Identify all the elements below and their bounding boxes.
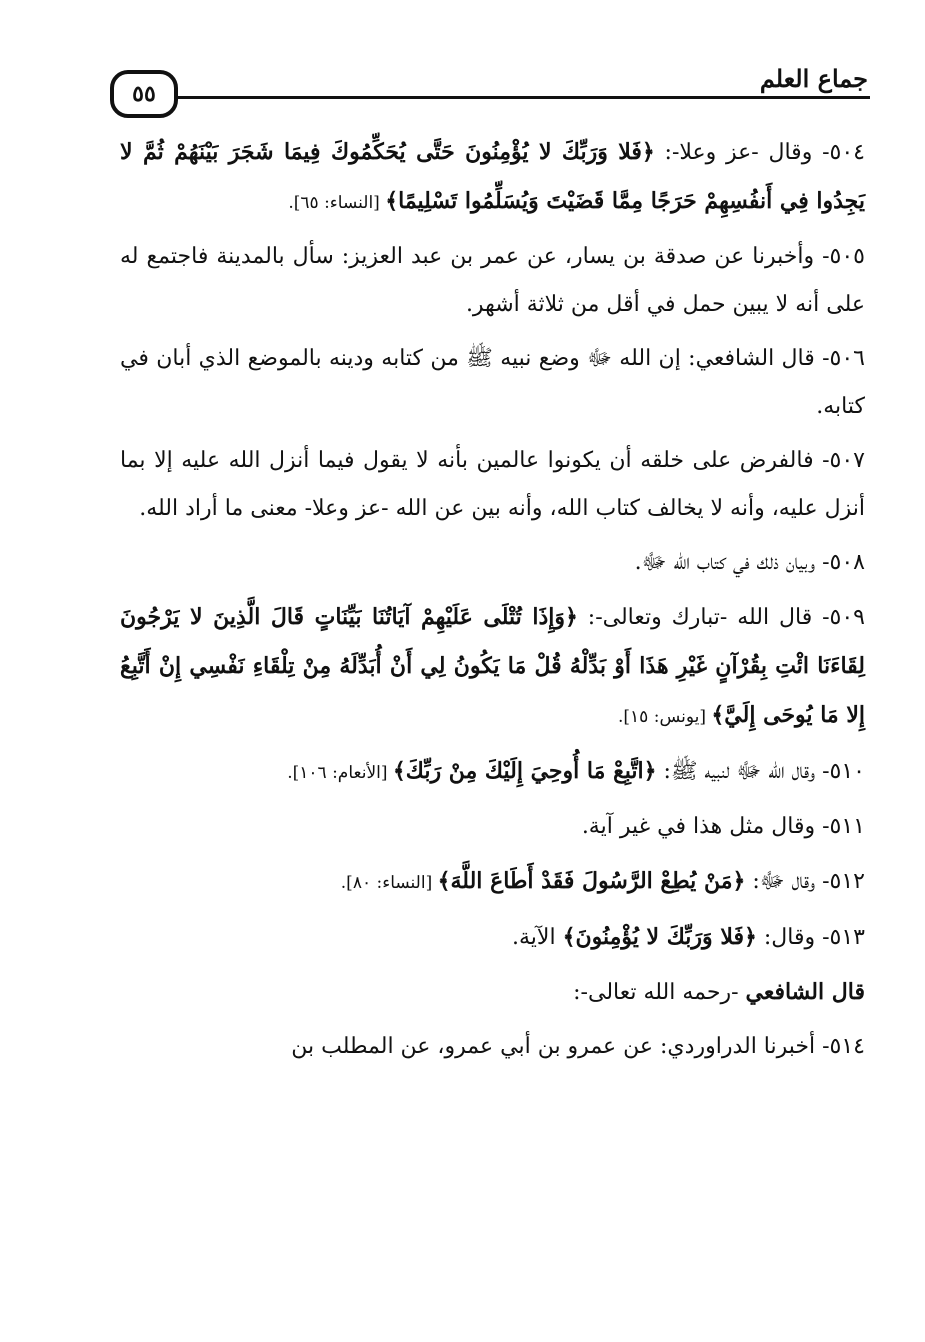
page-body [120, 128, 865, 1077]
page-number [110, 70, 178, 118]
paragraph-504 [120, 128, 865, 227]
paragraph-number: ٥٠٦- [822, 346, 865, 371]
paragraph-510 [120, 747, 865, 797]
paragraph-number: ٥١١- [822, 814, 865, 839]
header-rule [178, 96, 870, 99]
paragraph-number: ٥٠٤- [822, 140, 865, 165]
paragraph-text: وقال مثل هذا في غير آية. [581, 814, 823, 839]
verse-reference: [النساء: ٦٥]. [288, 193, 386, 213]
paragraph-505 [120, 233, 865, 329]
paragraph-507 [120, 437, 865, 533]
paragraph-508 [120, 539, 865, 587]
paragraph-text: فالفرض على خلقه أن يكونوا عالمين بأنه لا يقول فيما أنزل الله عليه إلا بما أنزل عليه، وأنه لا يخالف كتاب الله، وأنه بين عن الله -عز وعلا- معنى ما أراد الله. [120, 448, 865, 521]
paragraph-text: وقال -عز وعلا-: [654, 140, 823, 165]
quran-verse: ﴿فَلا وَرَبِّكَ لا يُؤْمِنُونَ﴾ [562, 924, 757, 950]
quran-verse: ﴿فَلا وَرَبِّكَ لا يُؤْمِنُونَ حَتَّى يُحَكِّمُوكَ فِيمَا شَجَرَ بَيْنَهُمْ ثُمَّ لا يَجِدُوا فِي أَنفُسِهِمْ حَرَجًا مِمَّا قَضَيْتَ وَيُسَلِّمُوا تَسْلِيمًا﴾ [120, 139, 865, 214]
paragraph-text: قال الله -تبارك وتعالى-: [577, 605, 823, 630]
paragraph-text: قال الشافعي: إن الله ﷻ وضع نبيه ﷺ من كتابه ودينه بالموضع الذي أبان في كتابه. [120, 346, 865, 419]
paragraph-512 [120, 857, 865, 907]
paragraph-number: ٥٠٨- [822, 550, 865, 575]
paragraph-506 [120, 335, 865, 431]
verse-reference: [يونس: ١٥]. [618, 707, 712, 727]
paragraph-513 [120, 913, 865, 962]
paragraph-number: ٥١٤- [822, 1034, 865, 1059]
quran-verse: ﴿وَإِذَا تُتْلَى عَلَيْهِمْ آيَاتُنَا بَيِّنَاتٍ قَالَ الَّذِينَ لا يَرْجُونَ لِقَاءَنَا ائْتِ بِقُرْآنٍ غَيْرِ هَذَا أَوْ بَدِّلْهُ قُلْ مَا يَكُونُ لِي أَنْ أُبَدِّلَهُ مِنْ تِلْقَاءِ نَفْسِي إِنْ أَتَّبِعُ إِلا مَا يُوحَى إِلَيَّ﴾ [120, 604, 865, 728]
paragraph-text: أخبرنا الدراوردي: عن عمرو بن أبي عمرو، عن المطلب بن [291, 1034, 823, 1059]
paragraph-number: ٥٠٥- [822, 244, 865, 269]
paragraph-509 [120, 593, 865, 741]
paragraph-number: ٥٠٩- [822, 605, 865, 630]
paragraph-text: وأخبرنا عن صدقة بن يسار، عن عمر بن عبد العزيز: سأل بالمدينة فاجتمع له على أنه لا يبين حمل في أقل من ثلاثة أشهر. [120, 244, 865, 317]
paragraph-text: وقال الله ﷻ لنبيه ﷺ: [656, 759, 823, 784]
verse-reference: [الأنعام: ١٠٦]. [287, 763, 393, 783]
verse-reference: [النساء: ٨٠]. [340, 873, 438, 893]
heading-rest: -رحمه الله تعالى-: [573, 980, 746, 1005]
paragraph-number: ٥١٢- [822, 869, 865, 894]
paragraph-text: وقال: [756, 925, 823, 950]
paragraph-number: ٥١٣- [822, 925, 865, 950]
paragraph-text: وبيان ذلك في كتاب الله ﷻ. [634, 550, 823, 575]
quran-verse: ﴿اتَّبِعْ مَا أُوحِيَ إِلَيْكَ مِنْ رَبِّكَ﴾ [392, 758, 657, 784]
page-header [110, 60, 870, 130]
book-title: جماع العلم [759, 64, 868, 93]
paragraph-number: ٥٠٧- [822, 448, 865, 473]
quran-verse: ﴿مَنْ يُطِعْ الرَّسُولَ فَقَدْ أَطَاعَ اللَّهَ﴾ [437, 868, 746, 894]
section-heading [120, 968, 865, 1017]
heading-bold: قال الشافعي [745, 979, 865, 1005]
paragraph-text: وقال ﷻ: [745, 869, 823, 894]
paragraph-511 [120, 803, 865, 851]
paragraph-514 [120, 1023, 865, 1071]
paragraph-number: ٥١٠- [822, 759, 865, 784]
paragraph-text-after: الآية. [512, 925, 563, 950]
page-number-text: ٥٥ [132, 81, 156, 107]
